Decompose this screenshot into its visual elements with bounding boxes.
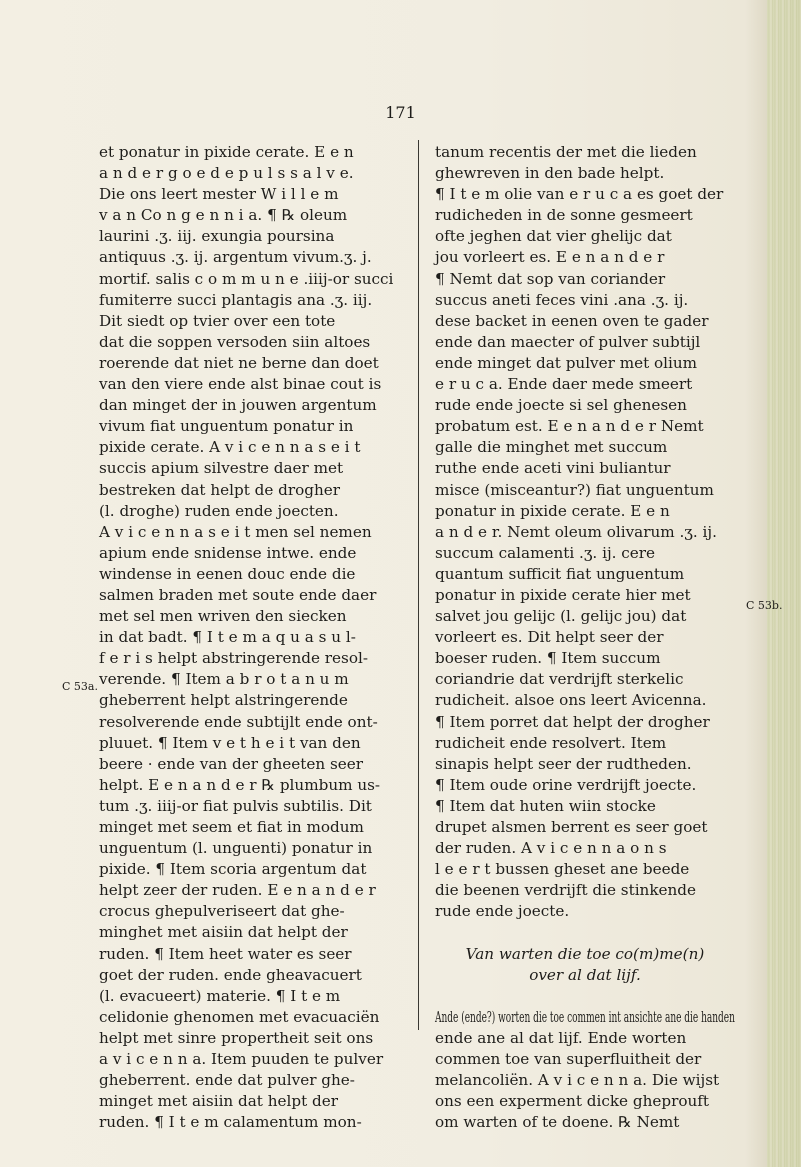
text-line: resolverende ende subtijlt ende ont- xyxy=(99,712,378,731)
section-heading: over al dat lijf. xyxy=(529,965,641,984)
text-line: ende minget dat pulver met olium xyxy=(435,353,698,372)
spacer xyxy=(435,922,735,943)
text-line: goet der ruden. ende gheavacuert xyxy=(99,965,362,984)
spacer xyxy=(435,986,735,1007)
text-line: ¶ Nemt dat sop van coriander xyxy=(435,269,666,288)
text-line: fumiterre succi plantagis ana .ʒ. iij. xyxy=(99,290,373,309)
text-line: ofte jeghen dat vier ghelijc dat xyxy=(435,227,672,246)
text-line: helpt. E e n a n d e r ℞ plumbum us- xyxy=(99,775,381,794)
text-line: ende ane al dat lijf. Ende worten xyxy=(435,1028,687,1047)
text-line: ende dan maecter of pulver subtijl xyxy=(435,332,701,351)
text-line: rudicheit ende resolvert. Item xyxy=(435,733,667,752)
text-line: rude ende joecte si sel ghenesen xyxy=(435,396,687,415)
text-line: tum .ʒ. iiij-or fiat pulvis subtilis. Dit xyxy=(99,796,372,815)
text-line: ¶ Item oude orine verdrijft joecte. xyxy=(435,775,697,794)
text-line: f e r i s helpt abstringerende resol- xyxy=(99,649,368,668)
text-line: ponatur in pixide cerate hier met xyxy=(435,585,691,604)
text-line: succis apium silvestre daer met xyxy=(99,459,344,478)
text-line: ponatur in pixide cerate. E e n xyxy=(435,501,670,520)
text-line: ¶ Item porret dat helpt der drogher xyxy=(435,712,710,731)
text-line: vivum fiat unguentum ponatur in xyxy=(99,417,354,436)
section-heading: Van warten die toe co(m)me(n) xyxy=(465,944,705,963)
text-line: ons een experment dicke gheprouft xyxy=(435,1092,709,1111)
text-line: quantum sufficit fiat unguentum xyxy=(435,564,685,583)
text-line: helpt zeer der ruden. E e n a n d e r xyxy=(99,881,376,900)
right-text-column xyxy=(435,142,735,1133)
column-divider xyxy=(418,140,419,1030)
text-line: (l. evacueert) materie. ¶ I t e m xyxy=(99,986,341,1005)
text-line: succus aneti feces vini .ana .ʒ. ij. xyxy=(435,290,689,309)
text-line: die beenen verdrijft die stinkende xyxy=(435,881,697,900)
text-line: galle die minghet met succum xyxy=(435,438,668,457)
text-line: roerende dat niet ne berne dan doet xyxy=(99,353,379,372)
text-line: windense in eenen douc ende die xyxy=(99,564,356,583)
text-line: ¶ Item dat huten wiin stocke xyxy=(435,796,656,815)
text-line: Die ons leert mester W i l l e m xyxy=(99,185,339,204)
text-line: drupet alsmen berrent es seer goet xyxy=(435,818,708,836)
text-line: a n d e r. Nemt oleum olivarum .ʒ. ij. xyxy=(435,522,717,541)
text-line: in dat badt. ¶ I t e m a q u a s u l- xyxy=(99,628,356,647)
text-line: pixide. ¶ Item scoria argentum dat xyxy=(99,860,367,879)
text-line: ghewreven in den bade helpt. xyxy=(435,164,665,183)
margin-note-left: C 53a. xyxy=(62,680,98,693)
text-line: bestreken dat helpt de drogher xyxy=(99,480,341,499)
text-line: Ande (ende?) worten die toe commen int ansichte ane die handen xyxy=(435,1007,735,1026)
text-line: pluuet. ¶ Item v e t h e i t van den xyxy=(99,733,361,752)
text-line: vorleert es. Dit helpt seer der xyxy=(435,628,664,647)
text-line: rudicheit. alsoe ons leert Avicenna. xyxy=(435,691,707,710)
text-line: unguentum (l. unguenti) ponatur in xyxy=(99,839,373,858)
text-line: a n d e r g o e d e p u l s s a l v e. xyxy=(99,164,354,183)
text-line: laurini .ʒ. iij. exungia poursina xyxy=(99,227,335,246)
text-line: dan minget der in jouwen argentum xyxy=(99,396,377,415)
text-line: Dit siedt op tvier over een tote xyxy=(99,311,336,330)
text-line: commen toe van superfluitheit der xyxy=(435,1050,702,1069)
text-line: misce (misceantur?) fiat unguentum xyxy=(435,480,714,499)
text-line: l e e r t bussen gheset ane beede xyxy=(435,860,690,879)
text-line: celidonie ghenomen met evacuaciën xyxy=(99,1007,380,1026)
text-line: apium ende snidense intwe. ende xyxy=(99,543,357,562)
text-line: v a n Co n g e n n i a. ¶ ℞ oleum xyxy=(99,206,348,225)
text-line: gheberrent. ende dat pulver ghe- xyxy=(99,1071,355,1090)
text-line: met sel men wriven den siecken xyxy=(99,607,347,626)
text-line: salvet jou gelijc (l. gelijc jou) dat xyxy=(435,607,687,626)
text-line: ruthe ende aceti vini buliantur xyxy=(435,459,671,478)
text-line: minget met aisiin dat helpt der xyxy=(99,1092,338,1111)
text-line: sinapis helpt seer der rudtheden. xyxy=(435,754,692,773)
text-line: helpt met sinre propertheit seit ons xyxy=(99,1028,374,1047)
text-line: pixide cerate. A v i c e n n a s e i t xyxy=(99,438,361,457)
text-line: ruden. ¶ I t e m calamentum mon- xyxy=(99,1113,362,1132)
text-line: ruden. ¶ Item heet water es seer xyxy=(99,944,352,963)
text-line: om warten of te doene. ℞ Nemt xyxy=(435,1113,680,1132)
text-line: tanum recentis der met die lieden xyxy=(435,143,697,161)
text-line: coriandrie dat verdrijft sterkelic xyxy=(435,670,684,689)
text-line: a v i c e n n a. Item puuden te pulver xyxy=(99,1050,384,1069)
text-line: der ruden. A v i c e n n a o n s xyxy=(435,839,667,858)
left-text-column xyxy=(99,142,399,1133)
text-line: minget met seem et fiat in modum xyxy=(99,818,364,836)
text-line: succum calamenti .ʒ. ij. cere xyxy=(435,543,656,562)
text-line: melancoliën. A v i c e n n a. Die wijst xyxy=(435,1071,720,1090)
text-line: minghet met aisiin dat helpt der xyxy=(99,923,348,942)
text-line: dese backet in eenen oven te gader xyxy=(435,311,709,330)
text-line: verende. ¶ Item a b r o t a n u m xyxy=(99,670,349,689)
margin-note-right: C 53b. xyxy=(746,599,783,612)
text-line: mortif. salis c o m m u n e .iiij-or succi xyxy=(99,269,394,288)
page-edge xyxy=(767,0,801,1167)
text-line: rude ende joecte. xyxy=(435,902,570,921)
text-line: A v i c e n n a s e i t men sel nemen xyxy=(99,522,372,541)
text-line: ¶ I t e m olie van e r u c a es goet der xyxy=(435,185,724,204)
text-line: antiquus .ʒ. ij. argentum vivum.ʒ. j. xyxy=(99,248,372,267)
text-line: salmen braden met soute ende daer xyxy=(99,585,377,604)
text-line: jou vorleert es. E e n a n d e r xyxy=(435,248,665,267)
text-line: e r u c a. Ende daer mede smeert xyxy=(435,375,693,394)
text-line: et ponatur in pixide cerate. E e n xyxy=(99,143,354,161)
text-line: probatum est. E e n a n d e r Nemt xyxy=(435,417,704,436)
text-line: rudicheden in de sonne gesmeert xyxy=(435,206,693,225)
text-line: (l. droghe) ruden ende joecten. xyxy=(99,501,339,520)
text-line: beere · ende van der gheeten seer xyxy=(99,754,363,773)
text-line: boeser ruden. ¶ Item succum xyxy=(435,649,661,668)
text-line: crocus ghepulveriseert dat ghe- xyxy=(99,902,345,921)
text-line: dat die soppen versoden siin altoes xyxy=(99,332,371,351)
page-number: 171 xyxy=(385,103,416,122)
text-line: gheberrent helpt alstringerende xyxy=(99,691,348,710)
text-line: van den viere ende alst binae cout is xyxy=(99,375,382,394)
